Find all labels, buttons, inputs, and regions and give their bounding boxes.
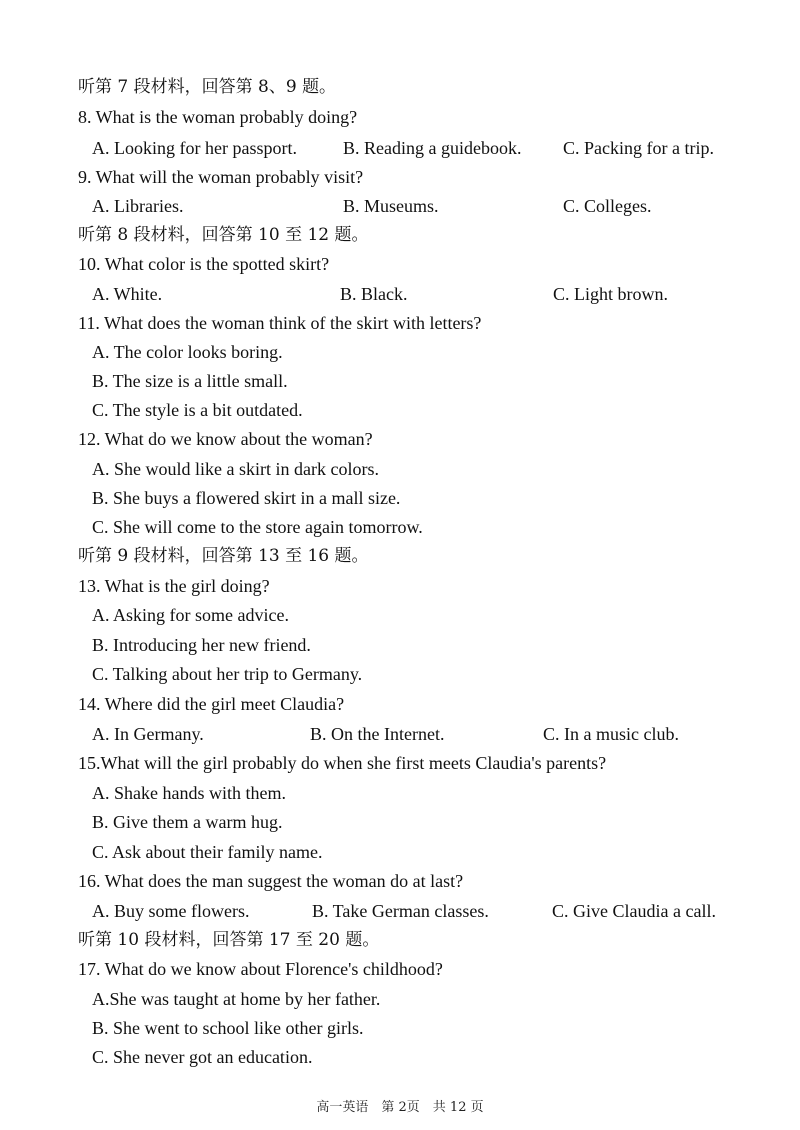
section-heading-10: 听第 10 段材料，回答第 17 至 20 题。	[78, 930, 380, 950]
question-11-stem: 11. What does the woman think of the skirt with letters?	[78, 313, 482, 333]
question-14-option-a: A. In Germany.	[92, 724, 204, 744]
question-9-stem: 9. What will the woman probably visit?	[78, 167, 364, 187]
question-17-stem: 17. What do we know about Florence's childhood?	[78, 959, 443, 979]
question-15-option-b: B. Give them a warm hug.	[92, 812, 283, 832]
question-11-option-a: A. The color looks boring.	[92, 342, 283, 362]
question-13-option-a: A. Asking for some advice.	[92, 605, 289, 625]
section-heading-8: 听第 8 段材料，回答第 10 至 12 题。	[78, 225, 369, 245]
section-heading-9: 听第 9 段材料，回答第 13 至 16 题。	[78, 546, 369, 566]
question-10-options	[0, 280, 800, 308]
question-11-option-c: C. The style is a bit outdated.	[92, 400, 303, 420]
question-12-stem: 12. What do we know about the woman?	[78, 429, 373, 449]
page-footer: 高一英语 第 2页 共 12 页	[316, 1100, 484, 1115]
section-heading-7: 听第 7 段材料，回答第 8、9 题。	[78, 77, 337, 97]
question-8-option-c: C. Packing for a trip.	[563, 138, 714, 158]
question-16-option-b: B. Take German classes.	[312, 901, 489, 921]
question-10-stem: 10. What color is the spotted skirt?	[78, 254, 330, 274]
question-14-options	[0, 720, 800, 748]
question-14-option-b: B. On the Internet.	[310, 724, 445, 744]
question-15-stem: 15.What will the girl probably do when she first meets Claudia's parents?	[78, 753, 607, 773]
question-10-option-c: C. Light brown.	[553, 284, 668, 304]
question-9-option-a: A. Libraries.	[92, 196, 184, 216]
question-15-option-c: C. Ask about their family name.	[92, 842, 323, 862]
question-17-option-a: A.She was taught at home by her father.	[92, 989, 381, 1009]
question-10-option-a: A. White.	[92, 284, 163, 304]
question-16-option-c: C. Give Claudia a call.	[552, 901, 716, 921]
question-12-option-b: B. She buys a flowered skirt in a mall size.	[92, 488, 401, 508]
question-13-option-b: B. Introducing her new friend.	[92, 635, 311, 655]
question-16-stem: 16. What does the man suggest the woman do at last?	[78, 871, 464, 891]
question-8-option-b: B. Reading a guidebook.	[343, 138, 522, 158]
question-17-option-b: B. She went to school like other girls.	[92, 1018, 364, 1038]
question-9-option-b: B. Museums.	[343, 196, 439, 216]
question-9-option-c: C. Colleges.	[563, 196, 652, 216]
question-13-option-c: C. Talking about her trip to Germany.	[92, 664, 363, 684]
question-16-option-a: A. Buy some flowers.	[92, 901, 250, 921]
question-10-option-b: B. Black.	[340, 284, 408, 304]
question-12-option-a: A. She would like a skirt in dark colors.	[92, 459, 379, 479]
question-8-options	[0, 134, 800, 162]
question-17-option-c: C. She never got an education.	[92, 1047, 313, 1067]
question-9-options	[0, 192, 800, 220]
question-8-option-a: A. Looking for her passport.	[92, 138, 297, 158]
question-11-option-b: B. The size is a little small.	[92, 371, 288, 391]
question-14-option-c: C. In a music club.	[543, 724, 679, 744]
question-14-stem: 14. Where did the girl meet Claudia?	[78, 694, 345, 714]
question-15-option-a: A. Shake hands with them.	[92, 783, 286, 803]
question-16-options	[0, 897, 800, 925]
question-8-stem: 8. What is the woman probably doing?	[78, 107, 358, 127]
question-12-option-c: C. She will come to the store again tomorrow.	[92, 517, 423, 537]
question-13-stem: 13. What is the girl doing?	[78, 576, 270, 596]
